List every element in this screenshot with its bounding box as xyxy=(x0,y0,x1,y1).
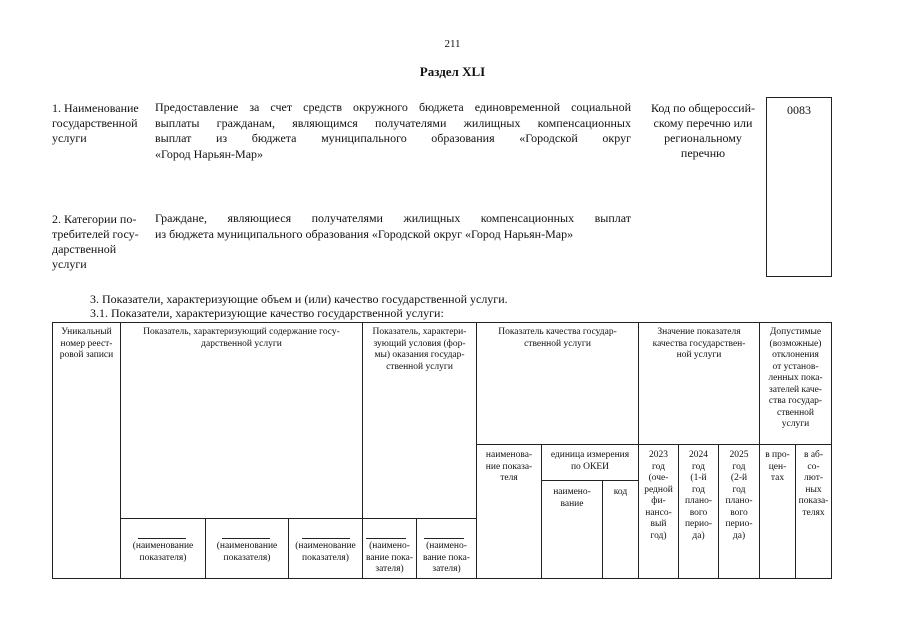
sub-content-indicator-2 xyxy=(206,541,288,564)
col-indicator-value xyxy=(639,327,759,362)
header-line: зующий условия (фор- xyxy=(373,338,466,349)
header-line: зателя) xyxy=(432,564,461,574)
registry-code-label xyxy=(640,101,766,161)
header-line: ственной xyxy=(776,407,815,418)
consumer-category-label-line: дарственной xyxy=(52,242,117,256)
header-line: (наименование xyxy=(295,541,356,551)
header-line: год) xyxy=(650,530,667,541)
service-name-line: выплаты гражданам, являющимся получателями жилищных компенсационных xyxy=(155,115,631,130)
header-line: перио- xyxy=(725,519,753,529)
header-line: ние показа- xyxy=(485,461,533,472)
col-unique-number xyxy=(53,327,120,362)
col-okei-name xyxy=(542,487,602,510)
header-line: показателя) xyxy=(302,552,349,563)
col-year-2023 xyxy=(639,450,678,542)
col-deviations xyxy=(760,327,831,431)
header-line: ства государ- xyxy=(768,396,823,406)
consumer-category-line: из бюджета муниципального образования «Городской округ «Город Нарьян-Мар» xyxy=(155,226,574,241)
header-line: в аб- xyxy=(803,450,824,460)
header-line: (2-й xyxy=(730,473,748,483)
header-line: вание пока- xyxy=(365,552,414,563)
col-percent xyxy=(760,450,795,485)
header-line: Значение показателя xyxy=(657,327,741,337)
col-year-2025 xyxy=(719,450,759,542)
header-line: лют- xyxy=(803,473,824,483)
section-title: Раздел XLI xyxy=(419,64,486,79)
header-line: дарственной услуги xyxy=(201,338,282,349)
header-line: (наимено- xyxy=(426,541,467,551)
header-line: единица измерения xyxy=(550,450,630,460)
service-name-line: Предоставление за счет средств окружного бюджета единовременной социальной xyxy=(155,100,631,114)
sub-content-indicator-1 xyxy=(121,541,205,564)
header-line: Допустимые xyxy=(769,327,822,337)
header-line: наимено- xyxy=(553,487,591,497)
header-line: отклонения xyxy=(772,350,819,360)
header-line: да) xyxy=(732,530,746,541)
col-quality-indicator xyxy=(477,327,638,350)
sub-content-indicator-3 xyxy=(289,541,362,564)
header-line: плано- xyxy=(684,496,713,506)
header-line: вого xyxy=(689,507,708,518)
header-line: да) xyxy=(692,530,705,541)
header-line: вый xyxy=(650,519,667,529)
section3-heading: 3. Показатели, характеризующие объем и (или) качество государственной услуги. xyxy=(90,292,508,306)
consumer-category-label-line: 2. Категории по- xyxy=(52,212,137,226)
header-line: услуги xyxy=(781,419,810,429)
header-line: номер реест- xyxy=(60,338,113,349)
header-line: год xyxy=(732,461,746,472)
consumer-category-label xyxy=(52,212,150,272)
header-line: 2024 xyxy=(689,450,708,460)
header-line: в про- xyxy=(765,450,790,460)
header-line: (возможные) xyxy=(769,338,822,349)
header-line: (наименование xyxy=(132,541,194,551)
header-line: со- xyxy=(807,461,820,472)
service-name-label-line: 1. Наименование xyxy=(52,101,139,115)
header-line: вание пока- xyxy=(422,552,471,563)
header-line: (1-й xyxy=(690,473,707,483)
header-line: от установ- xyxy=(772,361,819,372)
col-okei-code: код xyxy=(613,487,628,497)
registry-code-label-line: Код по общероссий- xyxy=(650,101,756,115)
header-line: ственной услуги xyxy=(386,361,453,372)
header-line: редной xyxy=(644,484,673,495)
header-line: ленных пока- xyxy=(768,373,823,383)
col-okei-unit xyxy=(542,450,638,473)
header-line: Показатель, характери- xyxy=(372,327,467,337)
header-line: ровой записи xyxy=(59,350,114,360)
header-line: ной услуги xyxy=(676,350,722,360)
header-line: наименова- xyxy=(485,450,533,460)
header-line: ственной услуги xyxy=(524,338,591,349)
header-line: Показатель, характеризующий содержание госу- xyxy=(143,327,340,337)
header-line: (наименование xyxy=(216,541,278,551)
header-line: год xyxy=(652,461,665,472)
header-line: теля xyxy=(500,473,518,483)
header-line: (оче- xyxy=(648,473,669,483)
header-line: цен- xyxy=(768,461,787,472)
header-line: по ОКЕИ xyxy=(570,461,610,472)
service-name-label-line: услуги xyxy=(52,131,87,145)
header-line: год xyxy=(732,484,746,495)
sub-conditions-indicator-2 xyxy=(417,541,476,576)
header-line: нансо- xyxy=(645,507,672,518)
consumer-category-text xyxy=(155,211,631,242)
col-conditions-indicator xyxy=(363,327,476,373)
service-name-line: «Город Нарьян-Мар» xyxy=(155,146,264,161)
registry-code-value: 0083 xyxy=(787,103,811,117)
header-line: (наимено- xyxy=(369,541,410,551)
col-content-indicator xyxy=(121,327,362,350)
page-number: 211 xyxy=(444,38,461,50)
header-line: показателя) xyxy=(139,552,187,563)
header-line: вание xyxy=(560,498,584,509)
service-name-label-line: государственной xyxy=(52,116,138,130)
registry-code-label-line: региональному xyxy=(664,131,742,145)
header-line: год xyxy=(692,461,705,472)
service-name-text xyxy=(155,100,631,162)
service-name-line: выплат из бюджета муниципального образования «Городской округ xyxy=(155,131,631,145)
header-line: мы) оказания государ- xyxy=(374,350,465,360)
registry-code-label-line: перечню xyxy=(680,146,726,160)
header-line: фи- xyxy=(651,496,666,506)
header-line: Показатель качества государ- xyxy=(498,327,617,337)
col-indicator-name xyxy=(477,450,541,485)
header-line: ных xyxy=(805,484,822,495)
header-line: 2025 xyxy=(729,450,749,460)
header-line: 2023 xyxy=(649,450,668,460)
header-line: вого xyxy=(730,507,748,518)
header-line: тах xyxy=(770,473,785,483)
registry-code-box xyxy=(766,97,832,277)
consumer-category-line: Граждане, являющиеся получателями жилищных компенсационных выплат xyxy=(155,211,631,225)
col-year-2024 xyxy=(679,450,718,542)
header-line: Уникальный xyxy=(61,327,112,337)
header-line: качества государствен- xyxy=(652,338,746,349)
section31-heading: 3.1. Показатели, характеризующие качество государственной услуги: xyxy=(90,306,444,320)
col-absolute xyxy=(796,450,831,519)
consumer-category-label-line: требителей госу- xyxy=(52,227,139,241)
header-line: показателя) xyxy=(223,552,271,563)
sub-conditions-indicator-1 xyxy=(363,541,416,576)
registry-code-label-line: скому перечню или xyxy=(653,116,753,130)
header-line: плано- xyxy=(725,496,753,506)
header-line: зателя) xyxy=(375,564,404,574)
header-line: год xyxy=(692,484,705,495)
service-name-label xyxy=(52,101,150,146)
header-line: зателей каче- xyxy=(769,384,822,395)
header-line: телях xyxy=(802,507,825,518)
header-line: показа- xyxy=(798,496,829,506)
consumer-category-label-line: услуги xyxy=(52,257,87,271)
header-line: перио- xyxy=(684,519,713,529)
